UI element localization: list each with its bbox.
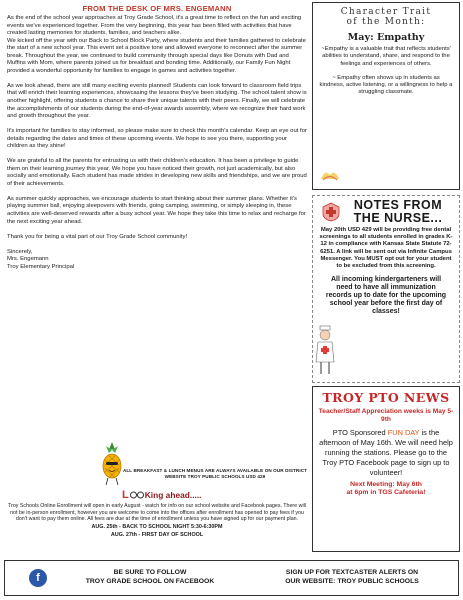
staff-appreciation-notice: Teacher/Staff Appreciation weeks is May 5- 9th [318,408,454,423]
facebook-follow-line: BE SURE TO FOLLOW [113,569,187,576]
facebook-icon[interactable]: f [29,569,47,587]
textcaster-signup-text [247,569,457,586]
nurse-title-line: NOTES FROM [353,198,443,212]
next-meeting-line: Next Meeting: May 6th [350,480,422,488]
kindergarten-immunization-notice: All incoming kindergarteners will need to have all immunization records up to date for the upcoming school year before the first day of classes! [325,276,447,316]
glasses-icon [130,491,144,499]
empathy-badge-icon [319,167,341,183]
letter-paragraph: As summer quickly approaches, we encourage students to start thinking about their summer plans. Whether it's playing summer ball, enjoying sleepovers with friends, going camping, swimming, or simply sleeping in, these activities are well-deserved rewards after a busy school year. We hope they take this time to relax and recharge for the next exciting year ahead. [7,195,306,225]
trait-month: May: Empathy [347,32,425,43]
first-day-of-school-date: AUG. 27th - FIRST DAY OF SCHOOL [110,531,204,538]
enrollment-info [6,503,308,539]
nurse-title-line: THE NURSE... [353,211,443,225]
trait-description: ~ Empathy often shows up in students as kindness, active listening, or a willingness to help a struggling classmate. [319,74,453,96]
next-meeting-line: at 6pm in TGS Cafeteria! [346,488,426,496]
trait-title [319,7,453,27]
lunch-menu-note: ALL BREAKFAST & LUNCH MENUS ARE ALWAYS AVAILABLE ON OUR DISTRICT WEBSITE TROY PUBLIC SCHOOLS USD 429 [122,468,308,479]
looking-ahead-l: L [122,489,129,501]
footer-banner [4,560,459,596]
facebook-follow-line: TROY GRADE SCHOOL ON FACEBOOK [85,577,215,585]
trait-title-line: Character Trait [340,7,432,17]
letter-signer-name: Mrs. Engemann [7,256,49,263]
letter-paragraph: As the end of the school year approaches at Troy Grade School, it's a great time to reflect on the fun and exciting events we've experienced together. From the very beginning, this year has been filled with activities that have created lasting memories for students, families, and teachers alike. [7,15,302,37]
fun-day-text: is the afternoon of May 16th. We will need help running the stations. Please go to the Troy PTO Facebook page to sign up to volunteer! [319,427,453,477]
nurse-title [341,199,455,225]
textcaster-line: OUR WEBSITE: TROY PUBLIC SCHOOLS [285,577,419,585]
fun-day-highlight: FUN DAY [387,427,420,437]
trait-title-line: of the Month: [346,17,426,27]
trait-description: ~Empathy is a valuable trait that reflects students' abilities to understand, share, and respond to the feelings and experiences of others. [321,46,451,67]
letter-paragraph: It's important for families to stay informed, so please make sure to check this month's calendar. Keep an eye out for details regarding the dates and times of these upcoming events. We hope to see you there, supporting your children as they shine! [7,128,307,150]
looking-ahead-title-text: King ahead..... [144,490,202,500]
textcaster-line: SIGN UP FOR TEXTCASTER ALERTS ON [285,569,419,576]
next-meeting-notice [317,481,455,497]
letter-body [7,15,307,241]
pto-title: TROY PTO NEWS [322,390,450,405]
fun-day-notice [317,428,455,478]
fun-day-text: PTO Sponsored [332,427,388,437]
right-column [312,2,460,496]
looking-ahead-title [122,489,202,501]
dental-screening-notice: May 20th USD 429 will be providing free dental screenings to all students enrolled in grades K-12 in compliance with Kansas State Statute 72-6251. A link will be sent out via Infinite Campus Messenger. You MUST opt out for your student to be excluded from this screening. [319,227,453,270]
enrollment-text: Troy Schools Online Enrollment will open in early August - watch for info on our school website and Facebook pages. There will not be in-person enrollment, however you are welcome to come into the offices after enrollment has opened to pay fees if you don't want to pay them online. All fees are due at the time of enrollment unless you have signed up for our payment plan. [8,503,306,523]
principal-letter [7,4,307,271]
key-dates [6,524,308,539]
nurse-icon [314,324,336,376]
pto-news-box [312,386,460,552]
letter-paragraph: As we look ahead, there are still many exciting events planned! Students can look forward to classroom field trips that will enrich their learning experiences, showcasing the lessons they've been studying. The school talent show is another highlight, offering students a chance to share their unique talents with their peers. Finally, we will celebrate the accomplishments of our students during the end-of-year awards assembly, where we recognize their hard work and growth throughout the year. [7,82,307,120]
nurse-header [317,199,455,225]
back-to-school-night-date: AUG. 25th - BACK TO SCHOOL NIGHT 5:30-6:30PM [91,524,223,531]
letter-paragraph: We kicked off the year with our Back to School Block Party, where students and their families gathered to celebrate the start of a new school year. This event set a positive tone and allowed everyone to reconnect after the summer break. Throughout the year, we continued to build community through special days like Donuts with Dad and Muffins with Mom, where parents joined us for breakfast and bonding time. Additionally, our Family Fun Night provided a wonderful opportunity for families to engage in games and activities together. [7,37,306,74]
letter-closing: Sincerely, [7,248,33,255]
facebook-follow-text [60,569,240,586]
letter-paragraph: Thank you for being a vital part of our Troy Grade School community! [7,233,188,240]
nurse-notes-box [312,195,460,383]
letter-title: FROM THE DESK OF MRS. ENGEMANN [82,4,232,13]
medical-cross-icon [321,202,341,222]
character-trait-box [312,2,460,190]
letter-paragraph: We are grateful to all the parents for entrusting us with their children's education. It has been a privilege to guide them on their learning journey this year. We hope you have noticed their growth, not just academically, but also socially and emotionally. Each student has made strides in developing new skills and friendships, and we are proud of their achievements. [7,158,307,187]
looking-ahead-section [6,489,308,557]
letter-signer-role: Troy Elementary Principal [7,263,75,270]
letter-signoff [7,249,307,272]
